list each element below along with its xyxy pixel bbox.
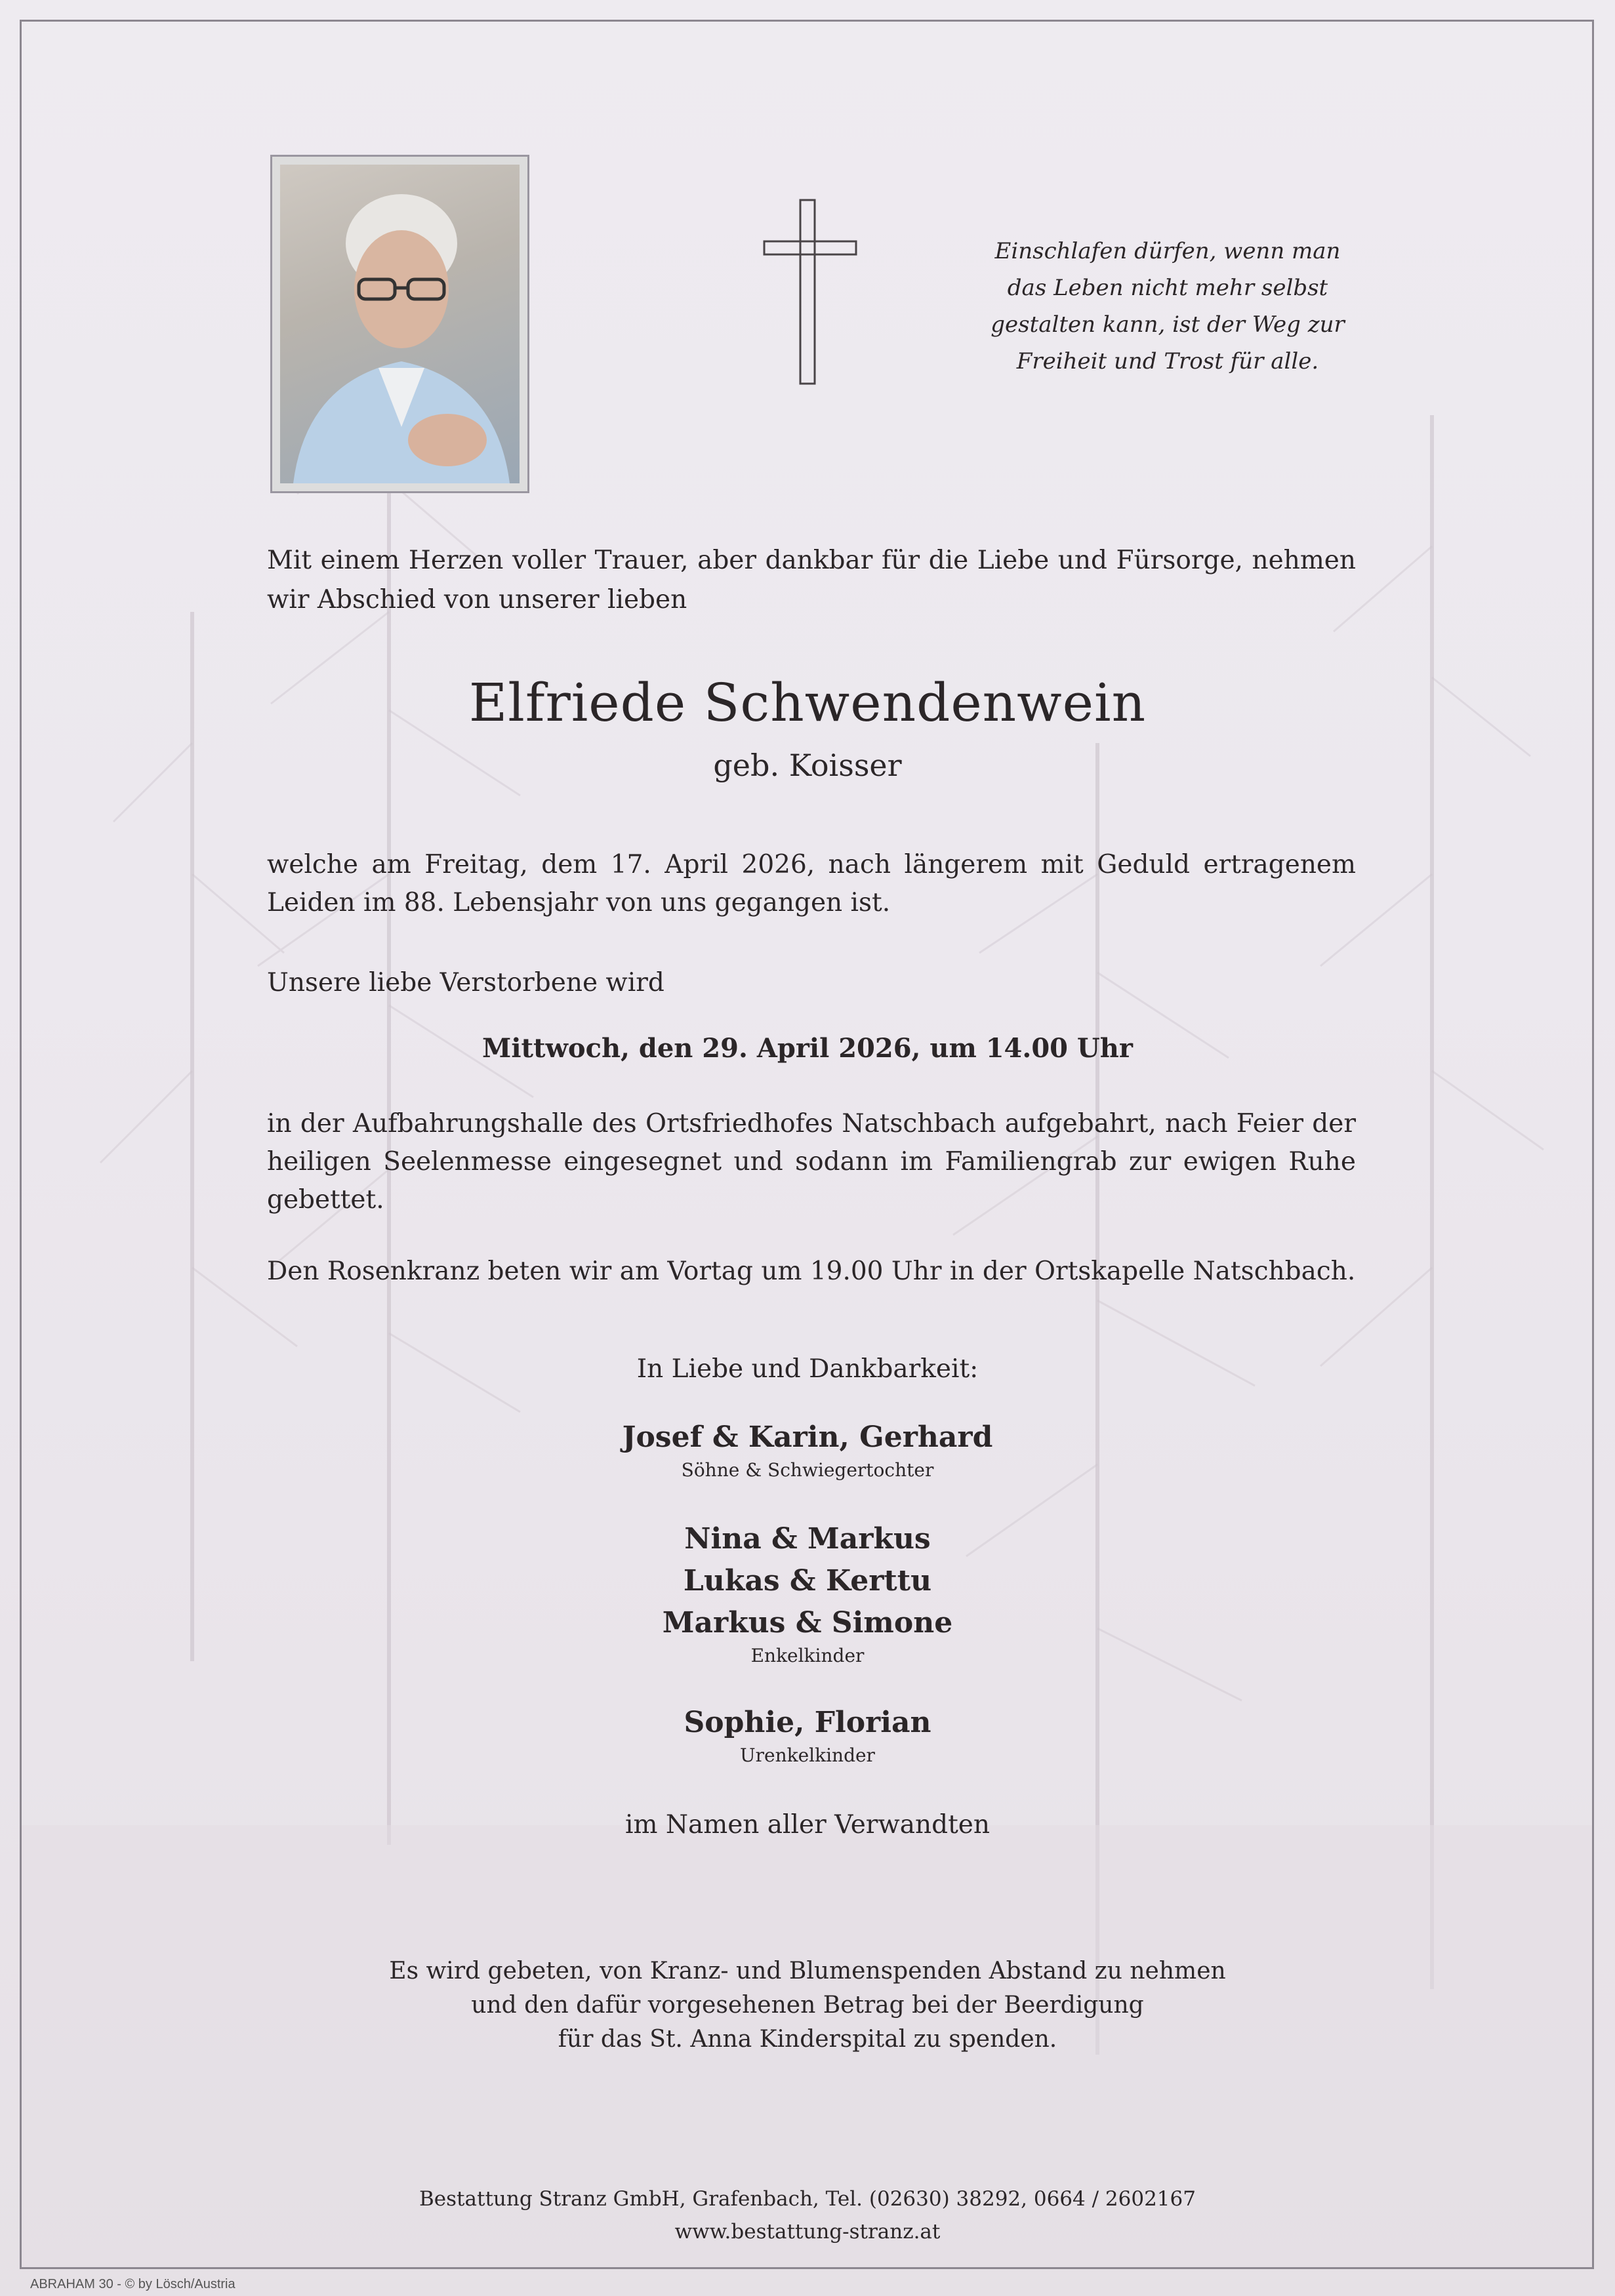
donation-line: für das St. Anna Kinderspital zu spenden.	[558, 2026, 1057, 2053]
mourner-relation: Söhne & Schwiegertochter	[681, 1459, 934, 1481]
mourner-names: Sophie, Florian	[684, 1706, 931, 1739]
imprint: ABRAHAM 30 - © by Lösch/Austria	[30, 2277, 235, 2291]
portrait-photo	[270, 155, 529, 493]
cross-icon	[761, 197, 859, 387]
deceased-name: Elfriede Schwendenwein	[468, 672, 1147, 733]
funeral-home-info	[0, 2183, 1615, 2248]
quote-line: das Leben nicht mehr selbst	[1007, 275, 1328, 301]
funeral-lead: Unsere liebe Verstorbene wird	[267, 968, 664, 997]
mourner-names: Josef & Karin, Gerhard	[622, 1420, 993, 1454]
mourner-names: Nina & Markus	[684, 1522, 931, 1556]
rosary-notice: Den Rosenkranz beten wir am Vortag um 19.00 Uhr in der Ortskapelle Natschbach.	[267, 1257, 1356, 1286]
memorial-quote	[945, 233, 1391, 380]
death-notice: welche am Freitag, dem 17. April 2026, nach längerem mit Geduld ertragenem Leiden im 88. Lebensjahr von uns gegangen ist.	[267, 850, 1356, 917]
donation-line: Es wird gebeten, von Kranz- und Blumenspenden Abstand zu nehmen	[389, 1958, 1226, 1984]
mourner-group-great-grandchildren	[0, 1702, 1615, 1767]
quote-line: Freiheit und Trost für alle.	[1016, 348, 1319, 374]
mourner-relation: Urenkelkinder	[740, 1744, 875, 1766]
funeral-details: in der Aufbahrungshalle des Ortsfriedhofes Natschbach aufgebahrt, nach Feier der heiligen Seelenmesse eingesegnet und sodann im Familiengrab zur ewigen Ruhe gebettet.	[267, 1109, 1356, 1215]
donation-note	[0, 1954, 1615, 2057]
mourner-group-sons	[0, 1417, 1615, 1482]
portrait-illustration	[280, 165, 520, 483]
quote-line: Einschlafen dürfen, wenn man	[994, 238, 1341, 264]
funeral-home-line: Bestattung Stranz GmbH, Grafenbach, Tel. (02630) 38292, 0664 / 2602167	[419, 2187, 1196, 2211]
mourner-names: Markus & Simone	[662, 1606, 953, 1640]
mourner-names: Lukas & Kerttu	[683, 1564, 932, 1598]
quote-line: gestalten kann, ist der Weg zur	[991, 312, 1345, 338]
mourner-group-grandchildren	[0, 1518, 1615, 1668]
mourners-closing: im Namen aller Verwandten	[624, 1810, 991, 1840]
mourner-relation: Enkelkinder	[750, 1645, 865, 1666]
intro-text: Mit einem Herzen voller Trauer, aber dankbar für die Liebe und Fürsorge, nehmen wir Abschied von unserer lieben	[267, 546, 1356, 614]
funeral-date: Mittwoch, den 29. April 2026, um 14.00 Uhr	[482, 1033, 1133, 1064]
donation-line: und den dafür vorgesehenen Betrag bei der Beerdigung	[471, 1992, 1144, 2019]
mourners-heading: In Liebe und Dankbarkeit:	[636, 1354, 979, 1384]
maiden-name: geb. Koisser	[713, 748, 902, 783]
funeral-home-website: www.bestattung-stranz.at	[674, 2220, 941, 2244]
